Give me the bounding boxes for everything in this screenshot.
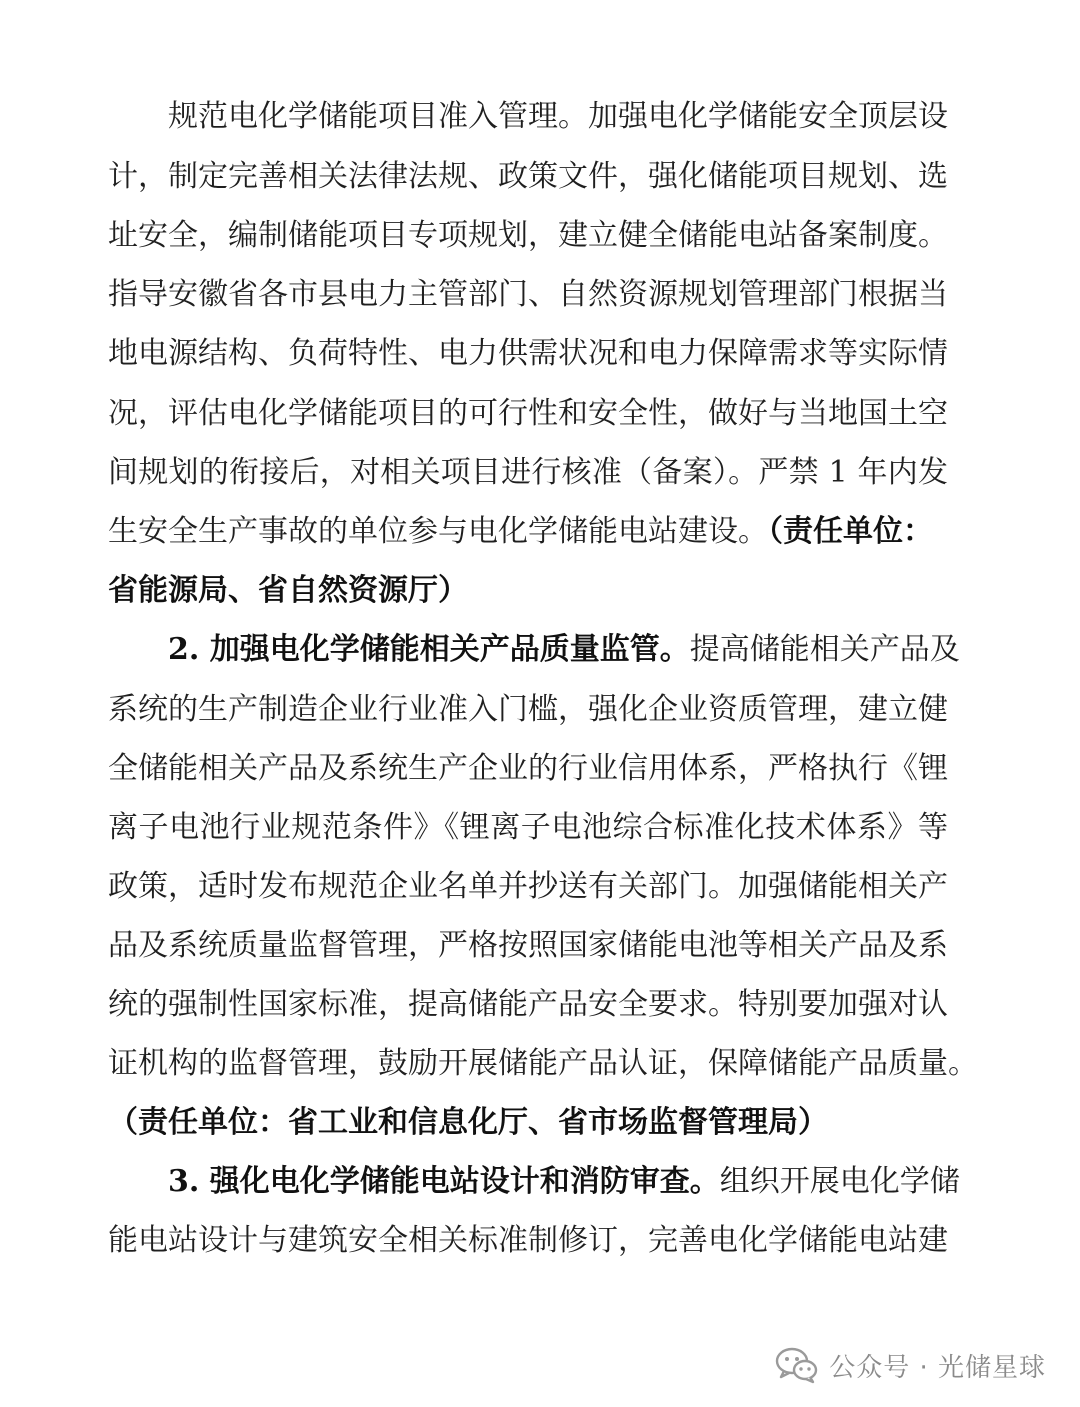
section-heading: 2. 加强电化学储能相关产品质量监管。	[168, 632, 690, 667]
line-text: 提高储能相关产品及	[689, 632, 960, 667]
paragraph-line	[108, 681, 948, 739]
responsibility-line	[108, 562, 948, 620]
paragraph-line	[108, 858, 948, 916]
line-text: 况，评估电化学储能项目的可行性和安全性，做好与当地国土空	[108, 396, 948, 431]
paragraph-line	[108, 1035, 978, 1093]
watermark-text: 公众号 · 光储星球	[829, 1352, 1046, 1383]
line-text: 政策，适时发布规范企业名单并抄送有关部门。加强储能相关产	[108, 869, 948, 904]
paragraph-line	[108, 207, 948, 265]
line-text: 能电站设计与建筑安全相关标准制修订，完善电化学储能电站建	[108, 1223, 948, 1258]
paragraph-line	[108, 503, 948, 561]
paragraph-line	[108, 740, 948, 798]
paragraph-line	[108, 148, 948, 206]
paragraph-line	[108, 1212, 948, 1270]
line-text: 品及系统质量监督管理，严格按照国家储能电池等相关产品及系	[108, 928, 948, 963]
line-text: 间规划的衔接后，对相关项目进行核准（备案）。严禁 1 年内发	[108, 455, 948, 490]
line-text: 统的强制性国家标准，提高储能产品安全要求。特别要加强对认	[108, 987, 948, 1022]
paragraph-line	[108, 444, 948, 502]
line-text: 计，制定完善相关法律法规、政策文件，强化储能项目规划、选	[108, 159, 948, 194]
wechat-icon	[775, 1346, 819, 1384]
line-text: 组织开展电化学储	[719, 1164, 960, 1199]
line-text: 系统的生产制造企业行业准入门槛，强化企业资质管理，建立健	[108, 692, 948, 727]
paragraph-line	[108, 976, 948, 1034]
paragraph-line	[168, 88, 948, 146]
watermark	[775, 1343, 1046, 1387]
line-text: 离子电池行业规范条件》《锂离子电池综合标准化技术体系》等	[108, 810, 948, 845]
line-text: 地电源结构、负荷特性、电力供需状况和电力保障需求等实际情	[108, 336, 948, 371]
responsibility-line	[108, 1094, 948, 1152]
paragraph-line	[108, 385, 948, 443]
paragraph-line	[108, 917, 948, 975]
responsibility-label: （责任单位：	[768, 514, 933, 549]
line-text: 规范电化学储能项目准入管理。加强电化学储能安全顶层设	[168, 99, 948, 134]
paragraph-line	[108, 799, 948, 857]
section-heading-line	[168, 621, 960, 679]
line-text: 指导安徽省各市县电力主管部门、自然资源规划管理部门根据当	[108, 277, 948, 312]
paragraph-line	[108, 266, 948, 324]
line-text: 址安全，编制储能项目专项规划，建立健全储能电站备案制度。	[108, 218, 948, 253]
responsibility-units: 省能源局、省自然资源厅）	[108, 573, 468, 608]
line-text: 生安全生产事故的单位参与电化学储能电站建设。	[108, 514, 768, 549]
section-heading: 3. 强化电化学储能电站设计和消防审查。	[168, 1164, 720, 1199]
section-heading-line	[168, 1153, 960, 1211]
line-text: 全储能相关产品及系统生产企业的行业信用体系，严格执行《锂	[108, 751, 948, 786]
line-text: 证机构的监督管理，鼓励开展储能产品认证，保障储能产品质量。	[108, 1046, 978, 1081]
responsibility-units: （责任单位：省工业和信息化厅、省市场监督管理局）	[108, 1105, 828, 1140]
paragraph-line	[108, 325, 948, 383]
